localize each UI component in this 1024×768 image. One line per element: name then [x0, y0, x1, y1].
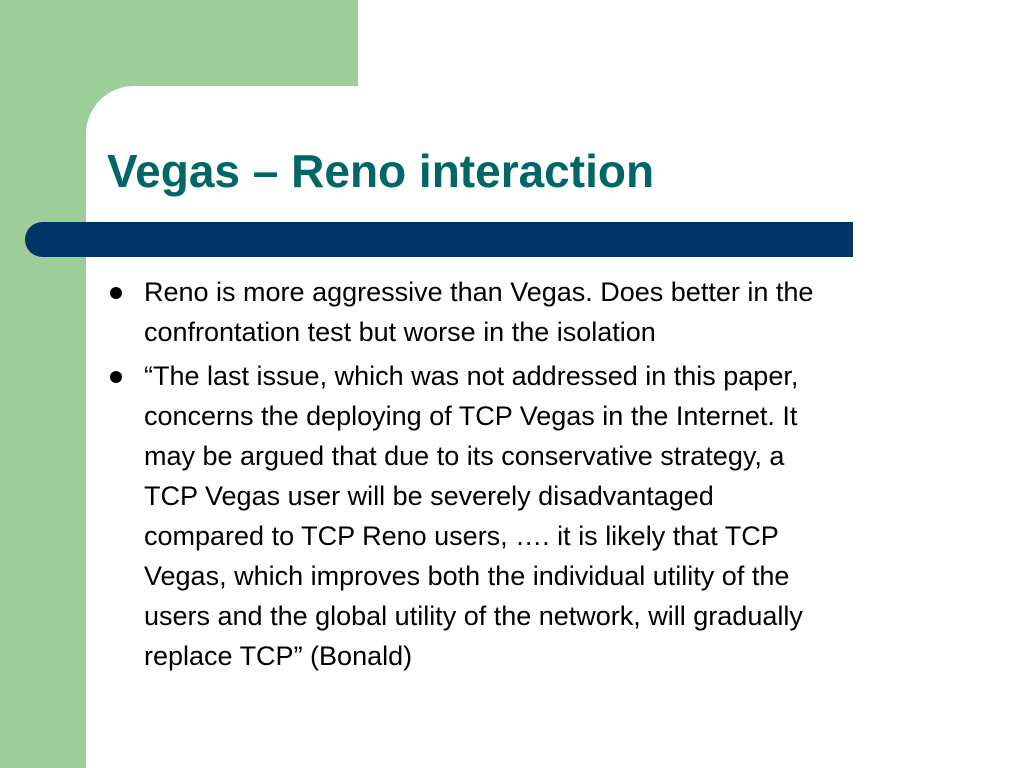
bullet-line: replace TCP” (Bonald)	[144, 641, 413, 671]
bullet-line: TCP Vegas user will be severely disadvantaged	[144, 481, 714, 511]
bullet-line: users and the global utility of the network, will gradually	[144, 601, 803, 631]
bullet-text	[144, 272, 1006, 352]
bullet-item-2	[106, 356, 1006, 676]
title-underline-bar	[25, 222, 853, 257]
bullet-line: compared to TCP Reno users, …. it is likely that TCP	[144, 521, 779, 551]
bullet-list	[106, 272, 1006, 680]
bullet-line: confrontation test but worse in the isolation	[144, 317, 656, 347]
bullet-line: Vegas, which improves both the individual utility of the	[144, 561, 790, 591]
bullet-dot-icon	[110, 287, 122, 299]
bullet-line: concerns the deploying of TCP Vegas in the Internet. It	[144, 401, 798, 431]
slide-title: Vegas – Reno interaction	[107, 145, 655, 197]
bullet-dot-icon	[110, 371, 122, 383]
bullet-line: Reno is more aggressive than Vegas. Does better in the	[144, 277, 814, 307]
bullet-line: may be argued that due to its conservative strategy, a	[144, 441, 785, 471]
bullet-text	[144, 356, 1006, 676]
bullet-line: “The last issue, which was not addressed in this paper,	[144, 361, 799, 391]
bullet-item-1	[106, 272, 1006, 352]
